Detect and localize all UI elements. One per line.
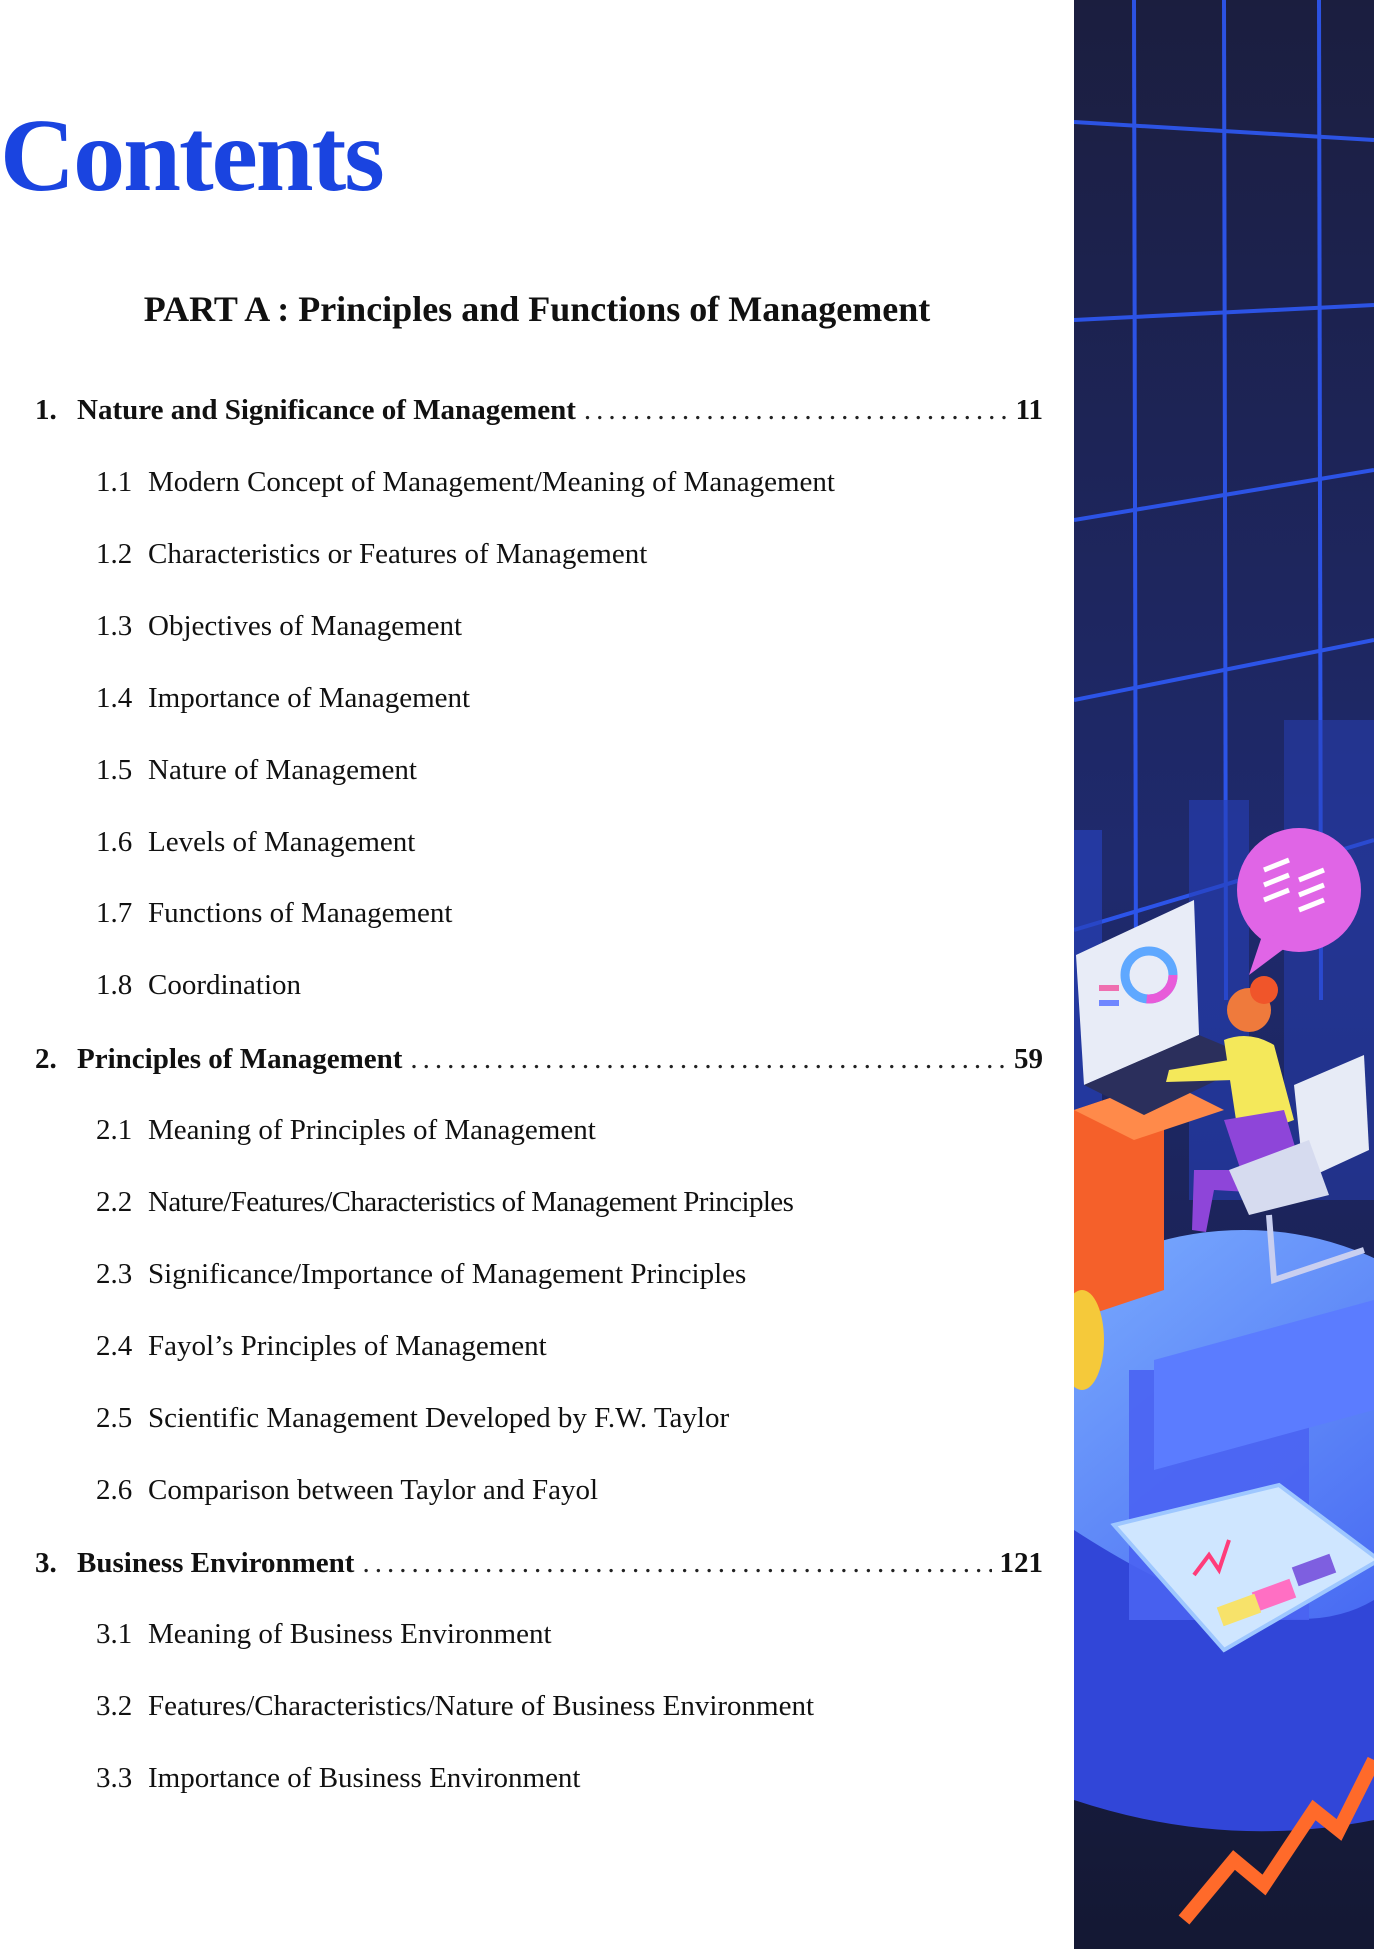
section-title: Characteristics or Features of Management <box>148 538 648 570</box>
chapter-number: 1. <box>35 394 57 426</box>
toc-section-2-6[interactable] <box>96 1474 598 1507</box>
section-number: 2.5 <box>96 1402 133 1434</box>
section-title: Functions of Management <box>148 897 453 929</box>
toc-section-1-5[interactable] <box>96 754 417 787</box>
section-title: Nature of Management <box>148 754 417 786</box>
section-title: Fayol’s Principles of Management <box>148 1330 547 1362</box>
section-title: Importance of Business Environment <box>148 1762 581 1794</box>
toc-section-2-3[interactable] <box>96 1258 746 1291</box>
section-number: 2.6 <box>96 1474 133 1506</box>
toc-section-2-1[interactable] <box>96 1114 596 1147</box>
chapter-title: Nature and Significance of Management <box>77 394 576 426</box>
toc-section-3-1[interactable] <box>96 1618 552 1651</box>
section-number: 1.1 <box>96 466 133 498</box>
toc-section-2-4[interactable] <box>96 1330 547 1363</box>
section-title: Comparison between Taylor and Fayol <box>148 1474 599 1506</box>
chapter-title: Business Environment <box>77 1547 355 1579</box>
toc-section-1-1[interactable] <box>96 466 835 499</box>
toc-section-1-8[interactable] <box>96 969 301 1002</box>
section-number: 2.3 <box>96 1258 133 1290</box>
section-title: Meaning of Principles of Management <box>148 1114 596 1146</box>
toc-section-2-2[interactable] <box>96 1186 793 1219</box>
section-title: Coordination <box>148 969 302 1001</box>
section-title: Meaning of Business Environment <box>148 1618 552 1650</box>
section-number: 1.5 <box>96 754 133 786</box>
person-at-laptop-on-bar-chart-illustration <box>1074 0 1374 1949</box>
toc-chapter-3[interactable] <box>35 1547 1043 1580</box>
toc-section-3-3[interactable] <box>96 1762 581 1795</box>
toc-section-1-4[interactable] <box>96 682 470 715</box>
dot-leader <box>584 394 1008 427</box>
section-title: Scientific Management Developed by F.W. Taylor <box>148 1402 730 1434</box>
toc-section-3-2[interactable] <box>96 1690 814 1723</box>
page-title: Contents <box>0 98 383 213</box>
section-number: 1.2 <box>96 538 133 570</box>
section-title: Objectives of Management <box>148 610 463 642</box>
section-number: 1.8 <box>96 969 133 1001</box>
dot-leader <box>410 1043 1006 1076</box>
toc-section-1-7[interactable] <box>96 897 452 930</box>
toc-chapter-1[interactable] <box>35 394 1043 427</box>
section-title: Significance/Importance of Management Principles <box>148 1258 747 1290</box>
section-number: 1.6 <box>96 826 133 858</box>
chapter-page-number: 59 <box>1014 1043 1043 1075</box>
chapter-page-number: 11 <box>1015 394 1043 426</box>
chapter-page-number: 121 <box>999 1547 1043 1579</box>
section-title: Modern Concept of Management/Meaning of Management <box>148 466 835 498</box>
chapter-number: 3. <box>35 1547 57 1579</box>
section-number: 2.2 <box>96 1186 133 1218</box>
dot-leader <box>362 1547 991 1580</box>
side-illustration <box>1074 0 1374 1949</box>
chapter-title: Principles of Management <box>77 1043 403 1075</box>
toc-chapter-2[interactable] <box>35 1043 1043 1076</box>
toc-section-2-5[interactable] <box>96 1402 729 1435</box>
section-number: 3.3 <box>96 1762 133 1794</box>
section-number: 2.4 <box>96 1330 133 1362</box>
part-heading: PART A : Principles and Functions of Management <box>143 289 931 329</box>
section-number: 1.3 <box>96 610 133 642</box>
section-number: 3.2 <box>96 1690 133 1722</box>
toc-section-1-6[interactable] <box>96 826 415 859</box>
section-title: Importance of Management <box>148 682 471 714</box>
toc-section-1-2[interactable] <box>96 538 647 571</box>
section-number: 1.7 <box>96 897 133 929</box>
chapter-number: 2. <box>35 1043 57 1075</box>
toc-section-1-3[interactable] <box>96 610 462 643</box>
section-title: Features/Characteristics/Nature of Business Environment <box>148 1690 815 1722</box>
section-number: 3.1 <box>96 1618 133 1650</box>
section-number: 2.1 <box>96 1114 133 1146</box>
section-title: Levels of Management <box>148 826 416 858</box>
section-title: Nature/Features/Characteristics of Management Principles <box>148 1186 794 1218</box>
section-number: 1.4 <box>96 682 133 714</box>
